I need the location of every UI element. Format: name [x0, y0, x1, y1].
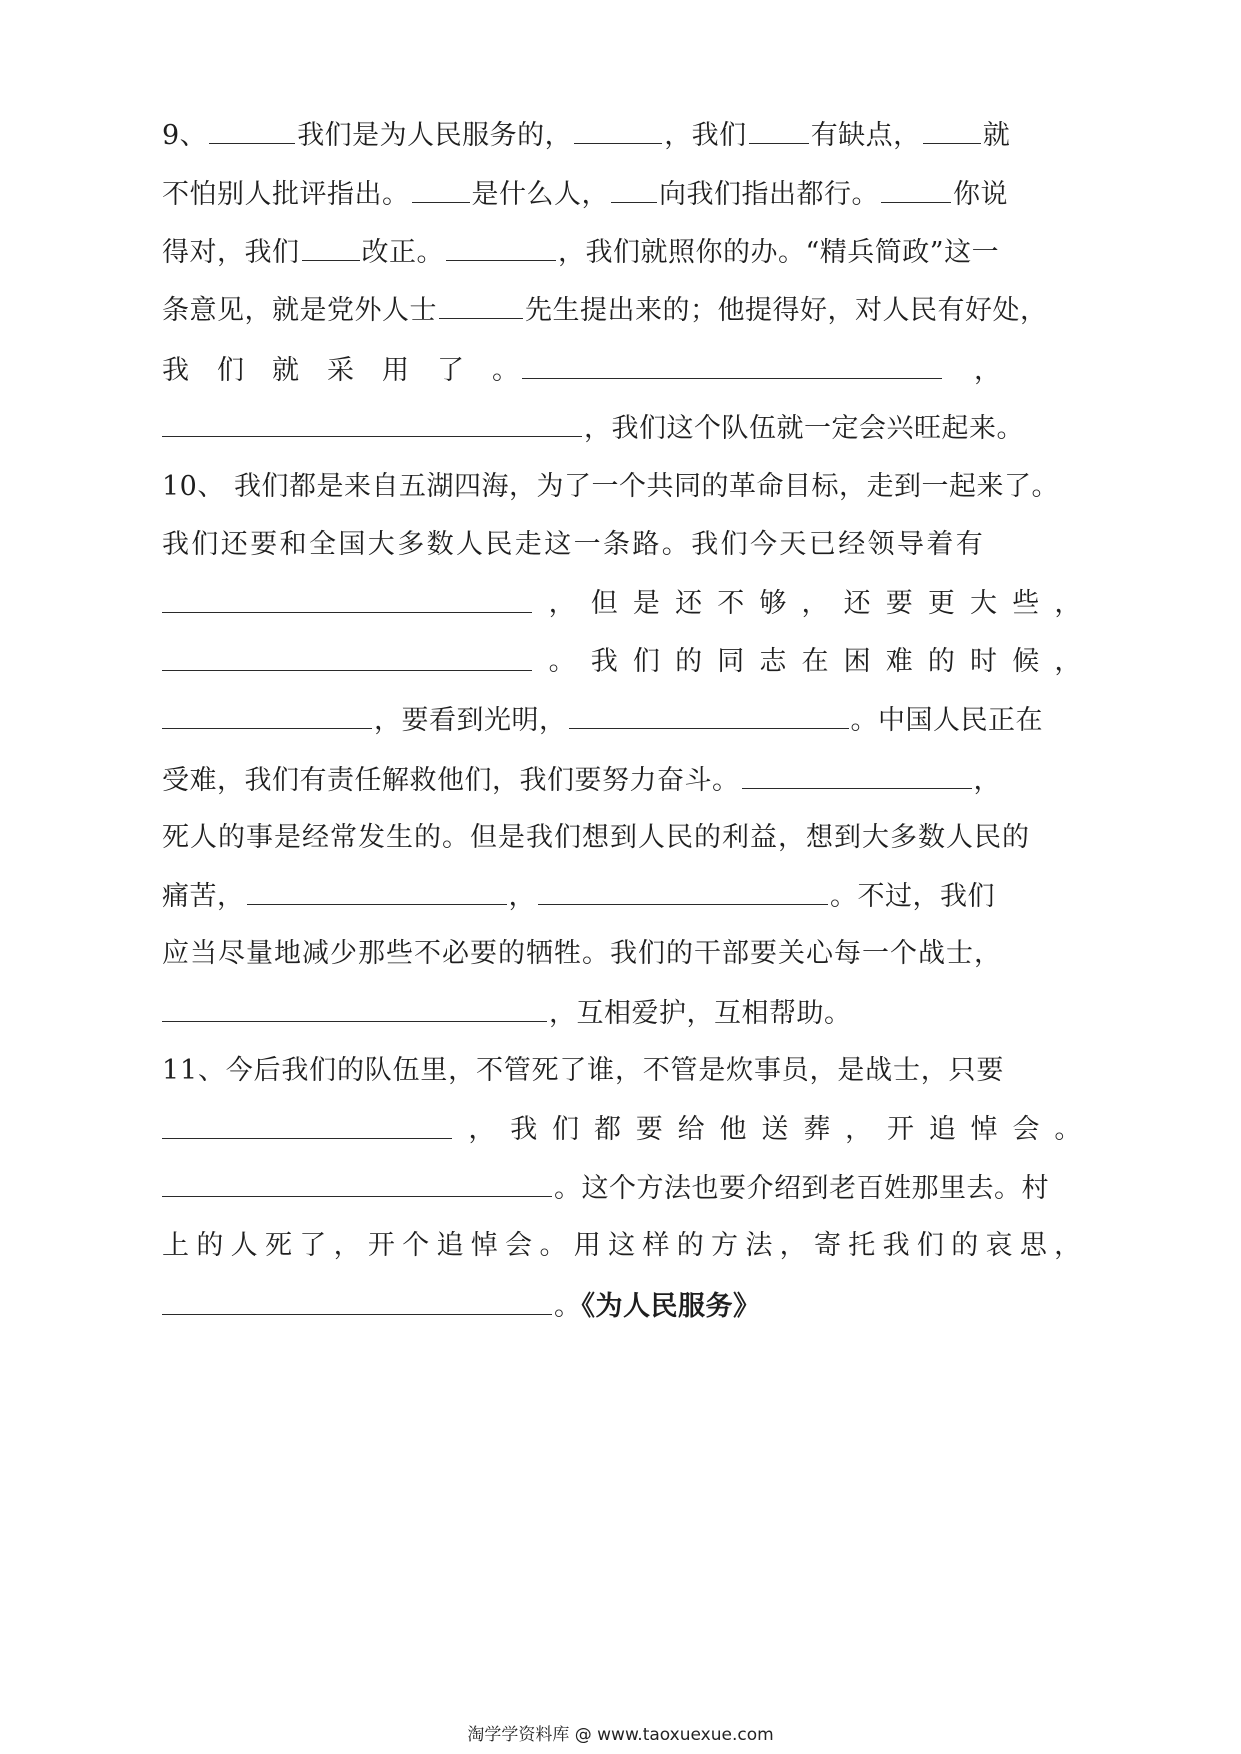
answer-blank[interactable] [611, 174, 657, 203]
answer-blank[interactable] [923, 115, 981, 144]
answer-blank[interactable] [162, 700, 372, 729]
answer-blank[interactable] [162, 584, 532, 613]
q9-line-2: 不怕别人批评指出。 是什么人， 向我们指出都行。 你说 [162, 174, 1082, 214]
answer-blank[interactable] [446, 232, 556, 261]
q11-line-1: 11、今后我们的队伍里，不管死了谁，不管是炊事员，是战士，只要 [162, 1055, 1005, 1086]
answer-blank[interactable] [162, 408, 582, 437]
footer-watermark: 淘学学资料库 @ www.taoxuexue.com [467, 1725, 774, 1745]
answer-blank[interactable] [209, 115, 295, 144]
q9-line-5-text: 我们就采用了。 [162, 355, 547, 386]
answer-blank[interactable] [538, 876, 828, 905]
answer-blank[interactable] [742, 760, 972, 789]
q10-line-1: 10、 我们都是来自五湖四海，为了一个共同的革命目标，走到一起来了。 [162, 471, 1059, 502]
source-title: 《为人民服务》 [581, 1291, 761, 1322]
answer-blank[interactable] [439, 290, 523, 319]
q9-line-6: ，我们这个队伍就一定会兴旺起来。 [162, 408, 1082, 448]
answer-blank[interactable] [569, 700, 849, 729]
answer-blank[interactable] [247, 876, 507, 905]
answer-blank[interactable] [749, 115, 809, 144]
q11-line-3: 。这个方法也要介绍到老百姓那里去。村 [162, 1168, 1082, 1208]
q11-line-4: 上 的 人 死 了 ， 开 个 追 悼 会 。 用 这 样 的 方 法 ， 寄 托 我 们 的 哀 思 ， [162, 1230, 1082, 1261]
q11-line-5: 。《为人民服务》 [162, 1286, 1082, 1326]
q10-line-6: 受难，我们有责任解救他们，我们要努力奋斗。 ， [162, 760, 1082, 800]
q11-line-2: ， 我 们 都 要 给 他 送 葬 ， 开 追 悼 会 。 [162, 1110, 1082, 1150]
answer-blank[interactable] [881, 174, 951, 203]
q10-line-3: ， 但 是 还 不 够 ， 还 要 更 大 些 ， [162, 584, 1082, 624]
q10-line-4: 。 我 们 的 同 志 在 困 难 的 时 候 ， [162, 642, 1082, 682]
q10-line-5: ，要看到光明， 。中国人民正在 [162, 700, 1082, 740]
q9-line-3: 得对，我们 改正。 ，我们就照你的办。“精兵简政”这一 [162, 232, 1082, 272]
answer-blank[interactable] [302, 232, 360, 261]
answer-blank[interactable] [574, 115, 662, 144]
q10-line-9: 应当尽量地减少那些不必要的牺牲。我们的干部要关心每一个战士， [162, 938, 1002, 969]
answer-blank[interactable] [412, 174, 470, 203]
answer-blank[interactable] [162, 1110, 452, 1139]
answer-blank[interactable] [162, 1286, 552, 1315]
q9-line-4: 条意见，就是党外人士 先生提出来的；他提得好，对人民有好处， [162, 290, 1082, 330]
q9-line-5: 我们就采用了。 ， [162, 350, 1082, 390]
q10-line-7: 死人的事是经常发生的。但是我们想到人民的利益，想到大多数人民的 [162, 822, 1030, 853]
q9-line-1: 9、 我们是为人民服务的， ，我们 有缺点， 就 [162, 115, 1082, 155]
answer-blank[interactable] [162, 993, 547, 1022]
answer-blank[interactable] [522, 350, 942, 379]
answer-blank[interactable] [162, 642, 532, 671]
answer-blank[interactable] [162, 1168, 552, 1197]
q10-line-2: 我们还要和全国大多数人民走这一条路。我们今天已经领导着有 [162, 529, 986, 560]
q10-line-8: 痛苦， ， 。不过，我们 [162, 876, 1082, 916]
q10-line-10: ，互相爱护，互相帮助。 [162, 993, 1082, 1033]
